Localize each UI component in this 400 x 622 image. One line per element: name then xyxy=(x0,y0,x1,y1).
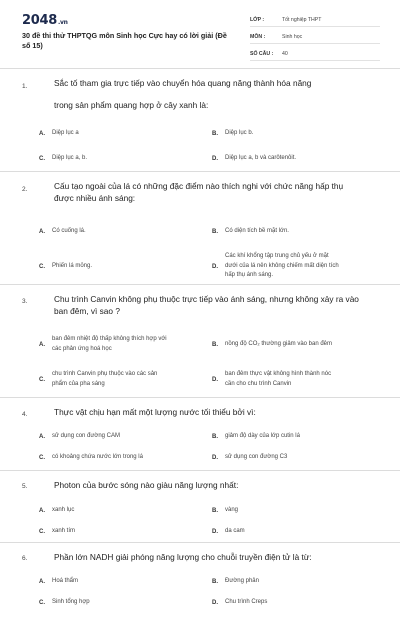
option-text-line: nồng độ CO₂ thường giảm vào ban đêm xyxy=(225,340,333,347)
meta-row-class xyxy=(250,13,380,27)
question-text-line: trong sản phẩm quang hợp ở cây xanh là: xyxy=(54,100,209,110)
option-text xyxy=(225,252,339,281)
option-text-line: Sinh tổng hợp xyxy=(52,598,90,605)
option-text-line: phẩm của pha sáng xyxy=(52,380,105,387)
answer-options xyxy=(22,214,368,284)
option-letter: D. xyxy=(212,599,218,606)
question-list xyxy=(0,68,400,622)
option-text-line: Chu trình Creps xyxy=(225,598,268,605)
option-letter: A. xyxy=(39,228,45,235)
option-text xyxy=(52,370,157,389)
meta-value-count: 40 xyxy=(282,50,288,57)
answer-option[interactable] xyxy=(22,362,195,397)
option-letter: B. xyxy=(212,228,218,235)
option-letter: D. xyxy=(212,155,218,162)
option-text-line: Diệp lục a xyxy=(52,129,79,136)
question-number: 1. xyxy=(22,83,28,90)
site-logo[interactable] xyxy=(22,13,68,28)
question-text-line: Sắc tố tham gia trực tiếp vào chuyển hóa quang năng thành hóa năng xyxy=(54,78,312,88)
option-letter: A. xyxy=(39,433,45,440)
answer-option[interactable] xyxy=(195,249,368,284)
option-text-line: Hoá thẩm xyxy=(52,577,79,584)
answer-option[interactable] xyxy=(195,571,368,592)
option-letter: C. xyxy=(39,454,45,461)
option-text xyxy=(52,598,90,608)
option-letter: C. xyxy=(39,263,45,270)
option-letter: A. xyxy=(39,130,45,137)
document-title: 30 đề thi thử THPTQG môn Sinh học Cực hay có lời giải (Đề số 15) xyxy=(22,31,227,50)
option-text xyxy=(225,227,289,237)
option-text-line: chu trình Canvin phụ thuộc vào các sản xyxy=(52,371,158,377)
question-number: 2. xyxy=(22,186,28,193)
option-text xyxy=(225,154,296,164)
answer-options xyxy=(22,121,368,171)
option-text-line: Diệp lục a, b và carôtenôit. xyxy=(225,154,297,161)
answer-option[interactable] xyxy=(195,362,368,397)
option-letter: D. xyxy=(212,454,218,461)
option-text xyxy=(225,432,300,442)
option-text-line: Có diện tích bề mặt lớn. xyxy=(225,227,289,234)
option-letter: C. xyxy=(39,599,45,606)
meta-table xyxy=(250,13,380,64)
option-letter: A. xyxy=(39,341,45,348)
question-text-line: ban đêm, vì sao ? xyxy=(54,306,120,316)
logo-tld: .vn xyxy=(57,19,68,26)
option-letter: D. xyxy=(212,376,218,383)
option-text xyxy=(52,129,79,139)
option-text-line: giảm độ dày của lớp cutin lá xyxy=(225,432,300,439)
option-text-line: Các khí khổng tập trung chủ yếu ở mặt xyxy=(225,253,329,260)
option-text xyxy=(225,453,287,463)
answer-option[interactable] xyxy=(195,500,368,521)
option-letter: C. xyxy=(39,528,45,535)
option-text-line: Có cuống lá. xyxy=(52,227,86,234)
answer-options xyxy=(22,571,368,613)
option-text xyxy=(225,577,259,587)
answer-option[interactable] xyxy=(22,121,195,146)
answer-option[interactable] xyxy=(22,249,195,284)
option-text xyxy=(52,432,120,442)
option-text-line: dưới của lá nên không chiếm mất diện tích xyxy=(225,262,339,269)
answer-option[interactable] xyxy=(22,426,195,447)
answer-option[interactable] xyxy=(22,214,195,249)
option-letter: D. xyxy=(212,263,218,270)
option-text xyxy=(225,506,238,516)
answer-option[interactable] xyxy=(195,121,368,146)
question-number: 5. xyxy=(22,483,28,490)
answer-option[interactable] xyxy=(195,426,368,447)
option-text-line: có khoảng chứa nước lớn trong lá xyxy=(52,453,143,460)
answer-option[interactable] xyxy=(22,447,195,468)
option-text xyxy=(52,335,167,354)
option-text-line: cần cho chu trình Canvin xyxy=(225,380,292,387)
meta-label-subject: MÔN : xyxy=(250,33,266,40)
option-text-line: vàng xyxy=(225,506,239,513)
option-letter: A. xyxy=(39,578,45,585)
answer-option[interactable] xyxy=(22,327,195,362)
option-letter: C. xyxy=(39,155,45,162)
option-text-line: sử dụng con đường CAM xyxy=(52,432,121,439)
page-header xyxy=(0,0,400,68)
question-text-line: Photon của bước sóng nào giàu năng lượng nhất: xyxy=(54,480,239,490)
answer-option[interactable] xyxy=(195,146,368,171)
option-letter: B. xyxy=(212,341,218,348)
answer-option[interactable] xyxy=(22,521,195,542)
meta-value-subject: Sinh học xyxy=(282,33,303,40)
option-letter: B. xyxy=(212,433,218,440)
answer-option[interactable] xyxy=(195,447,368,468)
meta-label-class: LỚP : xyxy=(250,16,265,23)
option-letter: D. xyxy=(212,528,218,535)
answer-options xyxy=(22,426,368,468)
option-text-line: Đường phân xyxy=(225,577,259,584)
option-text xyxy=(52,227,86,237)
option-text xyxy=(225,340,332,350)
question-item xyxy=(0,542,400,622)
option-letter: C. xyxy=(39,376,45,383)
option-letter: B. xyxy=(212,507,218,514)
option-letter: A. xyxy=(39,507,45,514)
option-letter: B. xyxy=(212,578,218,585)
option-text xyxy=(52,506,74,516)
option-text-line: da cam xyxy=(225,527,245,534)
answer-option[interactable] xyxy=(195,327,368,362)
question-number: 6. xyxy=(22,555,28,562)
option-text xyxy=(225,129,253,139)
meta-label-count: SỐ CÂU : xyxy=(250,50,274,57)
question-item xyxy=(0,284,400,397)
question-number: 4. xyxy=(22,411,28,418)
answer-option[interactable] xyxy=(195,521,368,542)
question-item xyxy=(0,470,400,542)
meta-row-subject xyxy=(250,30,380,44)
option-text-line: Phiến lá mỏng. xyxy=(52,262,93,269)
answer-option[interactable] xyxy=(195,592,368,613)
question-text-line: Chu trình Canvin không phụ thuộc trực tiếp vào ánh sáng, nhưng không xảy ra vào xyxy=(54,294,359,304)
option-text-line: các phản ứng hoá học xyxy=(52,345,112,352)
option-text xyxy=(225,527,245,537)
question-text-line: Phần lớn NADH giải phóng năng lượng cho chuỗi truyền điện tử là từ: xyxy=(54,552,312,562)
option-text xyxy=(225,598,267,608)
logo-main: 2048 xyxy=(22,13,57,28)
question-text-line: được nhiều ánh sáng: xyxy=(54,193,136,203)
option-text xyxy=(225,370,331,389)
option-text xyxy=(52,577,78,587)
answer-option[interactable] xyxy=(22,500,195,521)
answer-option[interactable] xyxy=(22,146,195,171)
option-text xyxy=(52,453,143,463)
meta-value-class: Tốt nghiệp THPT xyxy=(282,16,322,23)
option-text-line: ban đêm nhiệt độ thấp không thích hợp với xyxy=(52,336,167,342)
option-text-line: xanh tím xyxy=(52,527,76,534)
option-text-line: xanh lục xyxy=(52,506,75,513)
option-letter: B. xyxy=(212,130,218,137)
question-text-line: Cấu tạo ngoài của lá có những đặc điểm nào thích nghi với chức năng hấp thụ xyxy=(54,181,344,191)
answer-options xyxy=(22,327,368,397)
option-text-line: ban đêm thực vật không hình thành nóc xyxy=(225,371,332,377)
option-text xyxy=(52,154,87,164)
answer-option[interactable] xyxy=(22,592,195,613)
question-item xyxy=(0,171,400,284)
answer-options xyxy=(22,500,368,542)
answer-option[interactable] xyxy=(22,571,195,592)
option-text xyxy=(52,262,92,272)
option-text xyxy=(52,527,75,537)
question-number: 3. xyxy=(22,298,28,305)
option-text-line: hấp thụ ánh sáng. xyxy=(225,272,274,279)
question-item xyxy=(0,68,400,171)
question-text-line: Thực vật chịu hạn mất một lượng nước tối thiểu bởi vì: xyxy=(54,407,256,417)
option-text-line: sử dụng con đường C3 xyxy=(225,453,288,460)
meta-row-count xyxy=(250,47,380,61)
question-item xyxy=(0,397,400,470)
option-text-line: Diệp lục a, b. xyxy=(52,154,88,161)
answer-option[interactable] xyxy=(195,214,368,249)
option-text-line: Diệp lục b. xyxy=(225,129,254,136)
